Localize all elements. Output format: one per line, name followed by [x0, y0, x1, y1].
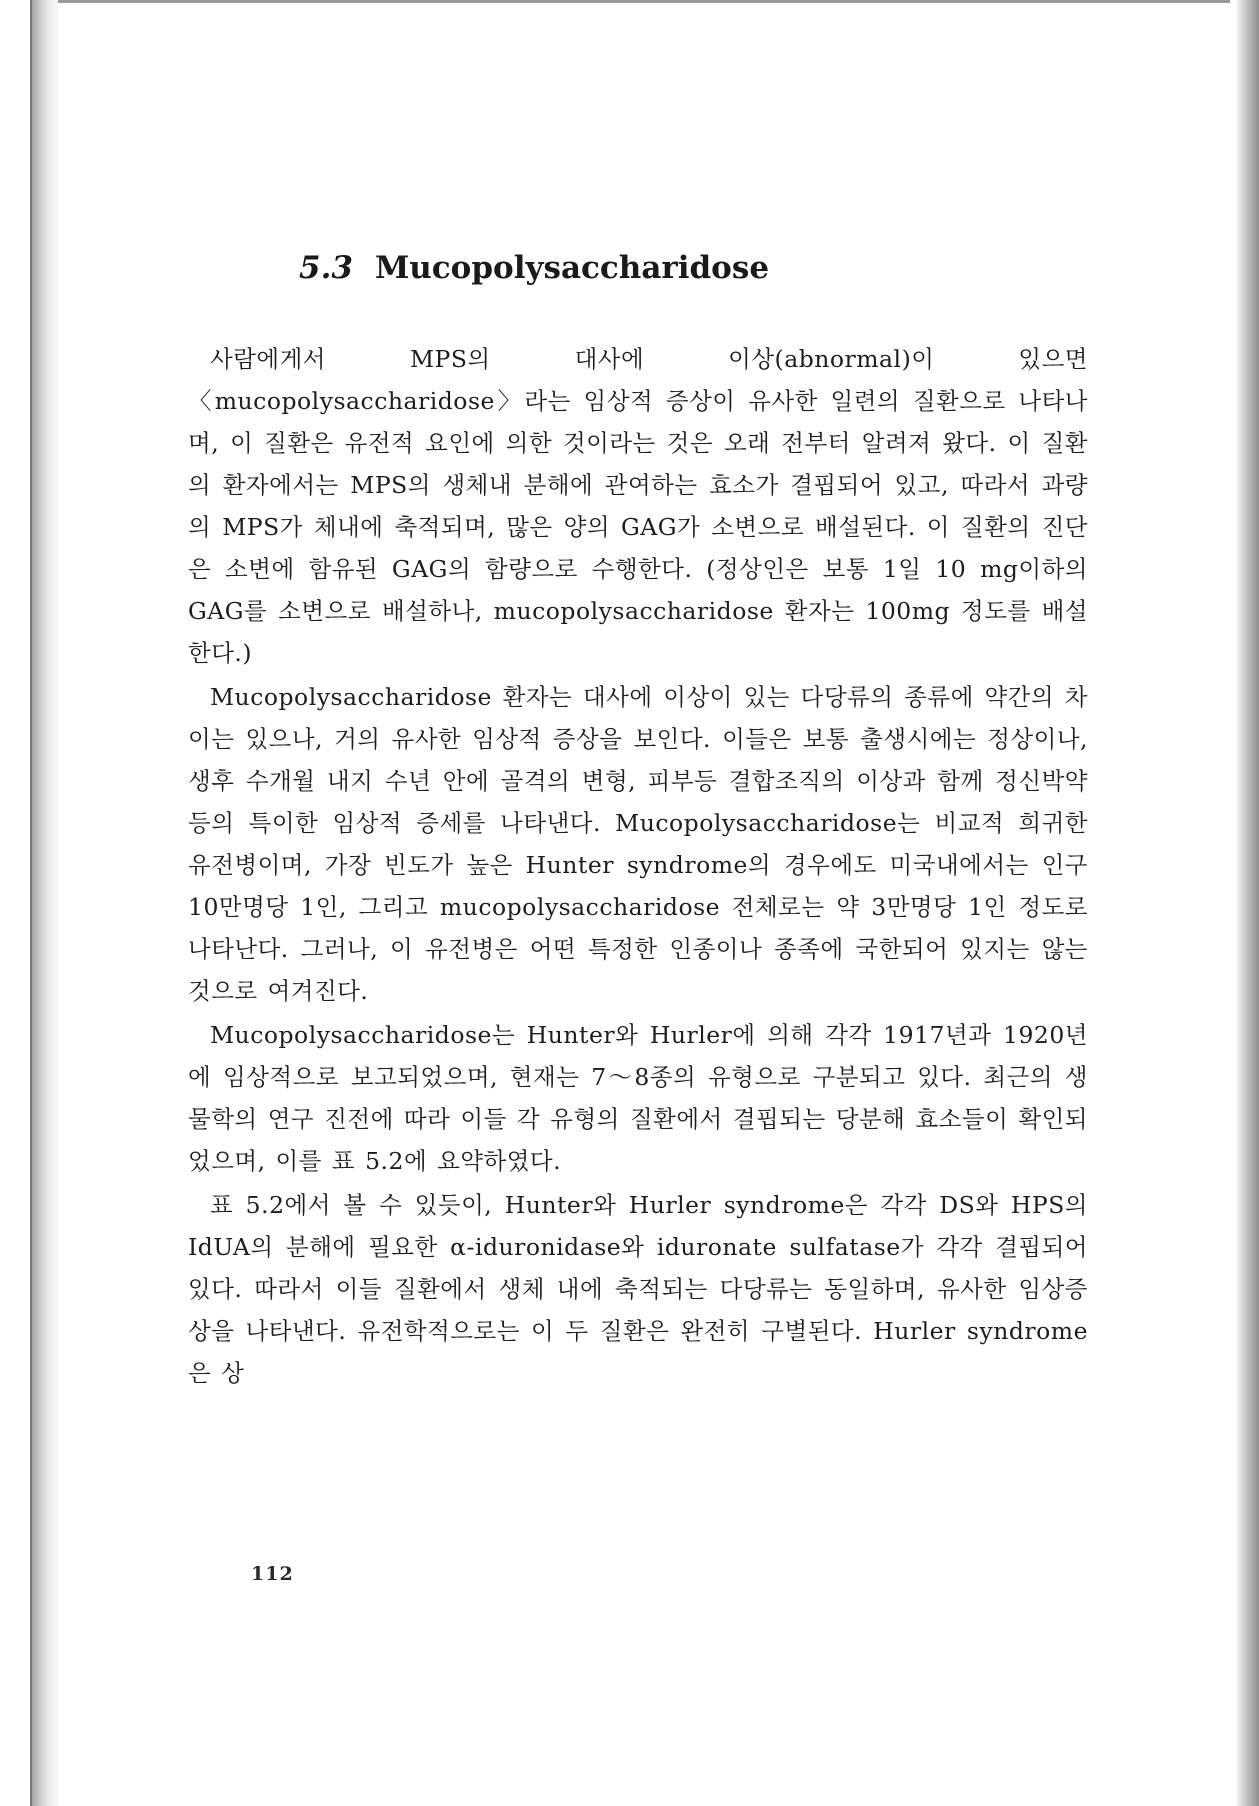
body-paragraph-1: 사람에게서 MPS의 대사에 이상(abnormal)이 있으면 〈mucopolysaccharidose〉라는 임상적 증상이 유사한 일련의 질환으로 나타나며, 이 질환은 유전적 요인에 의한 것이라는 것은 오래 전부터 알려져 왔다. 이 질환의 환자에서는 MPS의 생체내 분해에 관여하는 효소가 결핍되어 있고, 따라서 과량의 MPS가 체내에 축적되며, 많은 양의 GAG가 소변으로 배설된다. 이 질환의 진단은 소변에 함유된 GAG의 함량으로 수행한다. (정상인은 보통 1일 10 mg이하의 GAG를 소변으로 배설하나, mucopolysaccharidose 환자는 100mg 정도를 배설한다.) — [188, 345, 1088, 667]
section-heading — [299, 250, 1088, 286]
section-title: Mucopolysaccharidose — [374, 250, 770, 286]
page-content — [188, 250, 1088, 1394]
page-shadow-right — [1237, 0, 1259, 1806]
page-number: 112 — [251, 1563, 294, 1585]
body-paragraph-3: Mucopolysaccharidose는 Hunter와 Hurler에 의해 각각 1917년과 1920년에 임상적으로 보고되었으며, 현재는 7～8종의 유형으로 구분되고 있다. 최근의 생물학의 연구 진전에 따라 이들 각 유형의 질환에서 결핍되는 당분해 효소들이 확인되었으며, 이를 표 5.2에 요약하였다. — [188, 1021, 1088, 1175]
body-paragraph-4: 표 5.2에서 볼 수 있듯이, Hunter와 Hurler syndrome은 각각 DS와 HPS의 IdUA의 분해에 필요한 α-iduronidase와 iduronate sulfatase가 각각 결핍되어 있다. 따라서 이들 질환에서 생체 내에 축적되는 다당류는 동일하며, 유사한 임상증상을 나타낸다. 유전학적으로는 이 두 질환은 완전히 구별된다. Hurler syndrome은 상 — [188, 1191, 1088, 1387]
page-stack-edge-left — [30, 0, 58, 1806]
body-paragraph-2: Mucopolysaccharidose 환자는 대사에 이상이 있는 다당류의 종류에 약간의 차이는 있으나, 거의 유사한 임상적 증상을 보인다. 이들은 보통 출생시에는 정상이나, 생후 수개월 내지 수년 안에 골격의 변형, 피부등 결합조직의 이상과 함께 정신박약 등의 특이한 임상적 증세를 나타낸다. Mucopolysaccharidose는 비교적 희귀한 유전병이며, 가장 빈도가 높은 Hunter syndrome의 경우에도 미국내에서는 인구 10만명당 1인, 그리고 mucopolysaccharidose 전체로는 약 3만명당 1인 정도로 나타난다. 그러나, 이 유전병은 어떤 특정한 인종이나 종족에 국한되어 있지는 않는 것으로 여겨진다. — [188, 683, 1088, 1005]
section-number: 5.3 — [299, 250, 353, 286]
